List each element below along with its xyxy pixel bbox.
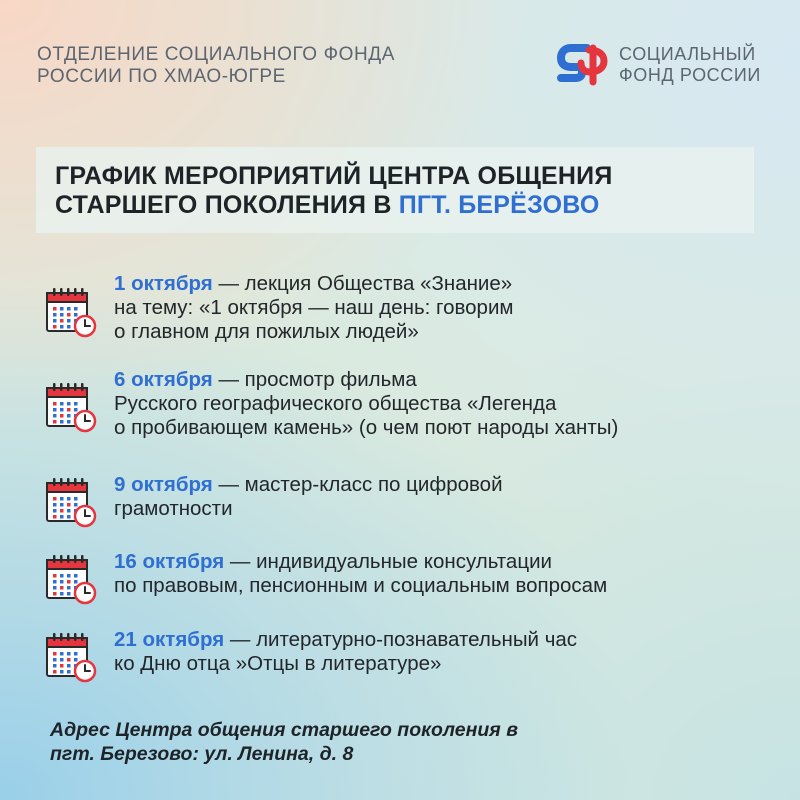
logo-text-line1: СОЦИАЛЬНЫЙ bbox=[619, 44, 756, 64]
event-description: — индивидуальные консультации bbox=[224, 550, 552, 573]
title-line1: ГРАФИК МЕРОПРИЯТИЙ ЦЕНТРА ОБЩЕНИЯ bbox=[55, 162, 613, 190]
event-line: на тему: «1 октября — наш день: говорим bbox=[114, 296, 514, 319]
sfr-logo-icon bbox=[557, 44, 609, 86]
event-line bbox=[114, 550, 607, 574]
address-line2: пгт. Березово: ул. Ленина, д. 8 bbox=[50, 743, 354, 765]
event-date: 9 октября bbox=[114, 473, 213, 496]
event-date: 21 октября bbox=[114, 628, 225, 651]
address bbox=[50, 718, 518, 766]
title-line2-main: СТАРШЕГО ПОКОЛЕНИЯ В bbox=[55, 191, 399, 219]
event-text bbox=[114, 368, 618, 440]
event-text bbox=[114, 628, 577, 676]
event-date: 6 октября bbox=[114, 368, 213, 391]
event-line: по правовым, пенсионным и социальным вопросам bbox=[114, 574, 608, 597]
logo-text bbox=[619, 44, 761, 86]
event-line bbox=[114, 628, 577, 652]
event-date: 1 октября bbox=[114, 272, 213, 295]
event-description: — литературно-познавательный час bbox=[224, 628, 578, 651]
calendar-clock-icon bbox=[44, 630, 98, 689]
title-line2 bbox=[55, 191, 613, 220]
event-text bbox=[114, 473, 503, 521]
calendar-clock-icon bbox=[44, 285, 98, 344]
event-line: Русского географического общества «Легенда bbox=[114, 392, 557, 415]
org-name-line1: ОТДЕЛЕНИЕ СОЦИАЛЬНОГО ФОНДА bbox=[37, 44, 396, 65]
event-date: 16 октября bbox=[114, 550, 225, 573]
calendar-clock-icon bbox=[44, 475, 98, 534]
event-line bbox=[114, 473, 503, 497]
org-name-line2: РОССИИ ПО ХМАО-ЮГРЕ bbox=[37, 66, 286, 87]
event-line bbox=[114, 368, 618, 392]
event-line: грамотности bbox=[114, 497, 233, 520]
event-text bbox=[114, 550, 607, 598]
event-description: — лекция Общества «Знание» bbox=[212, 272, 513, 295]
page-title bbox=[55, 162, 613, 220]
event-line: ко Дню отца »Отцы в литературе» bbox=[114, 652, 442, 675]
event-line: о пробивающем камень» (о чем поют народы ханты) bbox=[114, 416, 619, 439]
title-location: ПГТ. БЕРЁЗОВО bbox=[398, 191, 600, 219]
event-description: — мастер-класс по цифровой bbox=[212, 473, 503, 496]
event-line bbox=[114, 272, 514, 296]
event-text bbox=[114, 272, 514, 344]
calendar-clock-icon bbox=[44, 380, 98, 439]
sfr-logo bbox=[557, 44, 761, 86]
calendar-clock-icon bbox=[44, 552, 98, 611]
event-description: — просмотр фильма bbox=[212, 368, 417, 391]
org-name bbox=[37, 44, 395, 88]
logo-text-line2: ФОНД РОССИИ bbox=[619, 65, 761, 85]
event-line: о главном для пожилых людей» bbox=[114, 320, 419, 343]
address-line1: Адрес Центра общения старшего поколения в bbox=[50, 719, 518, 741]
